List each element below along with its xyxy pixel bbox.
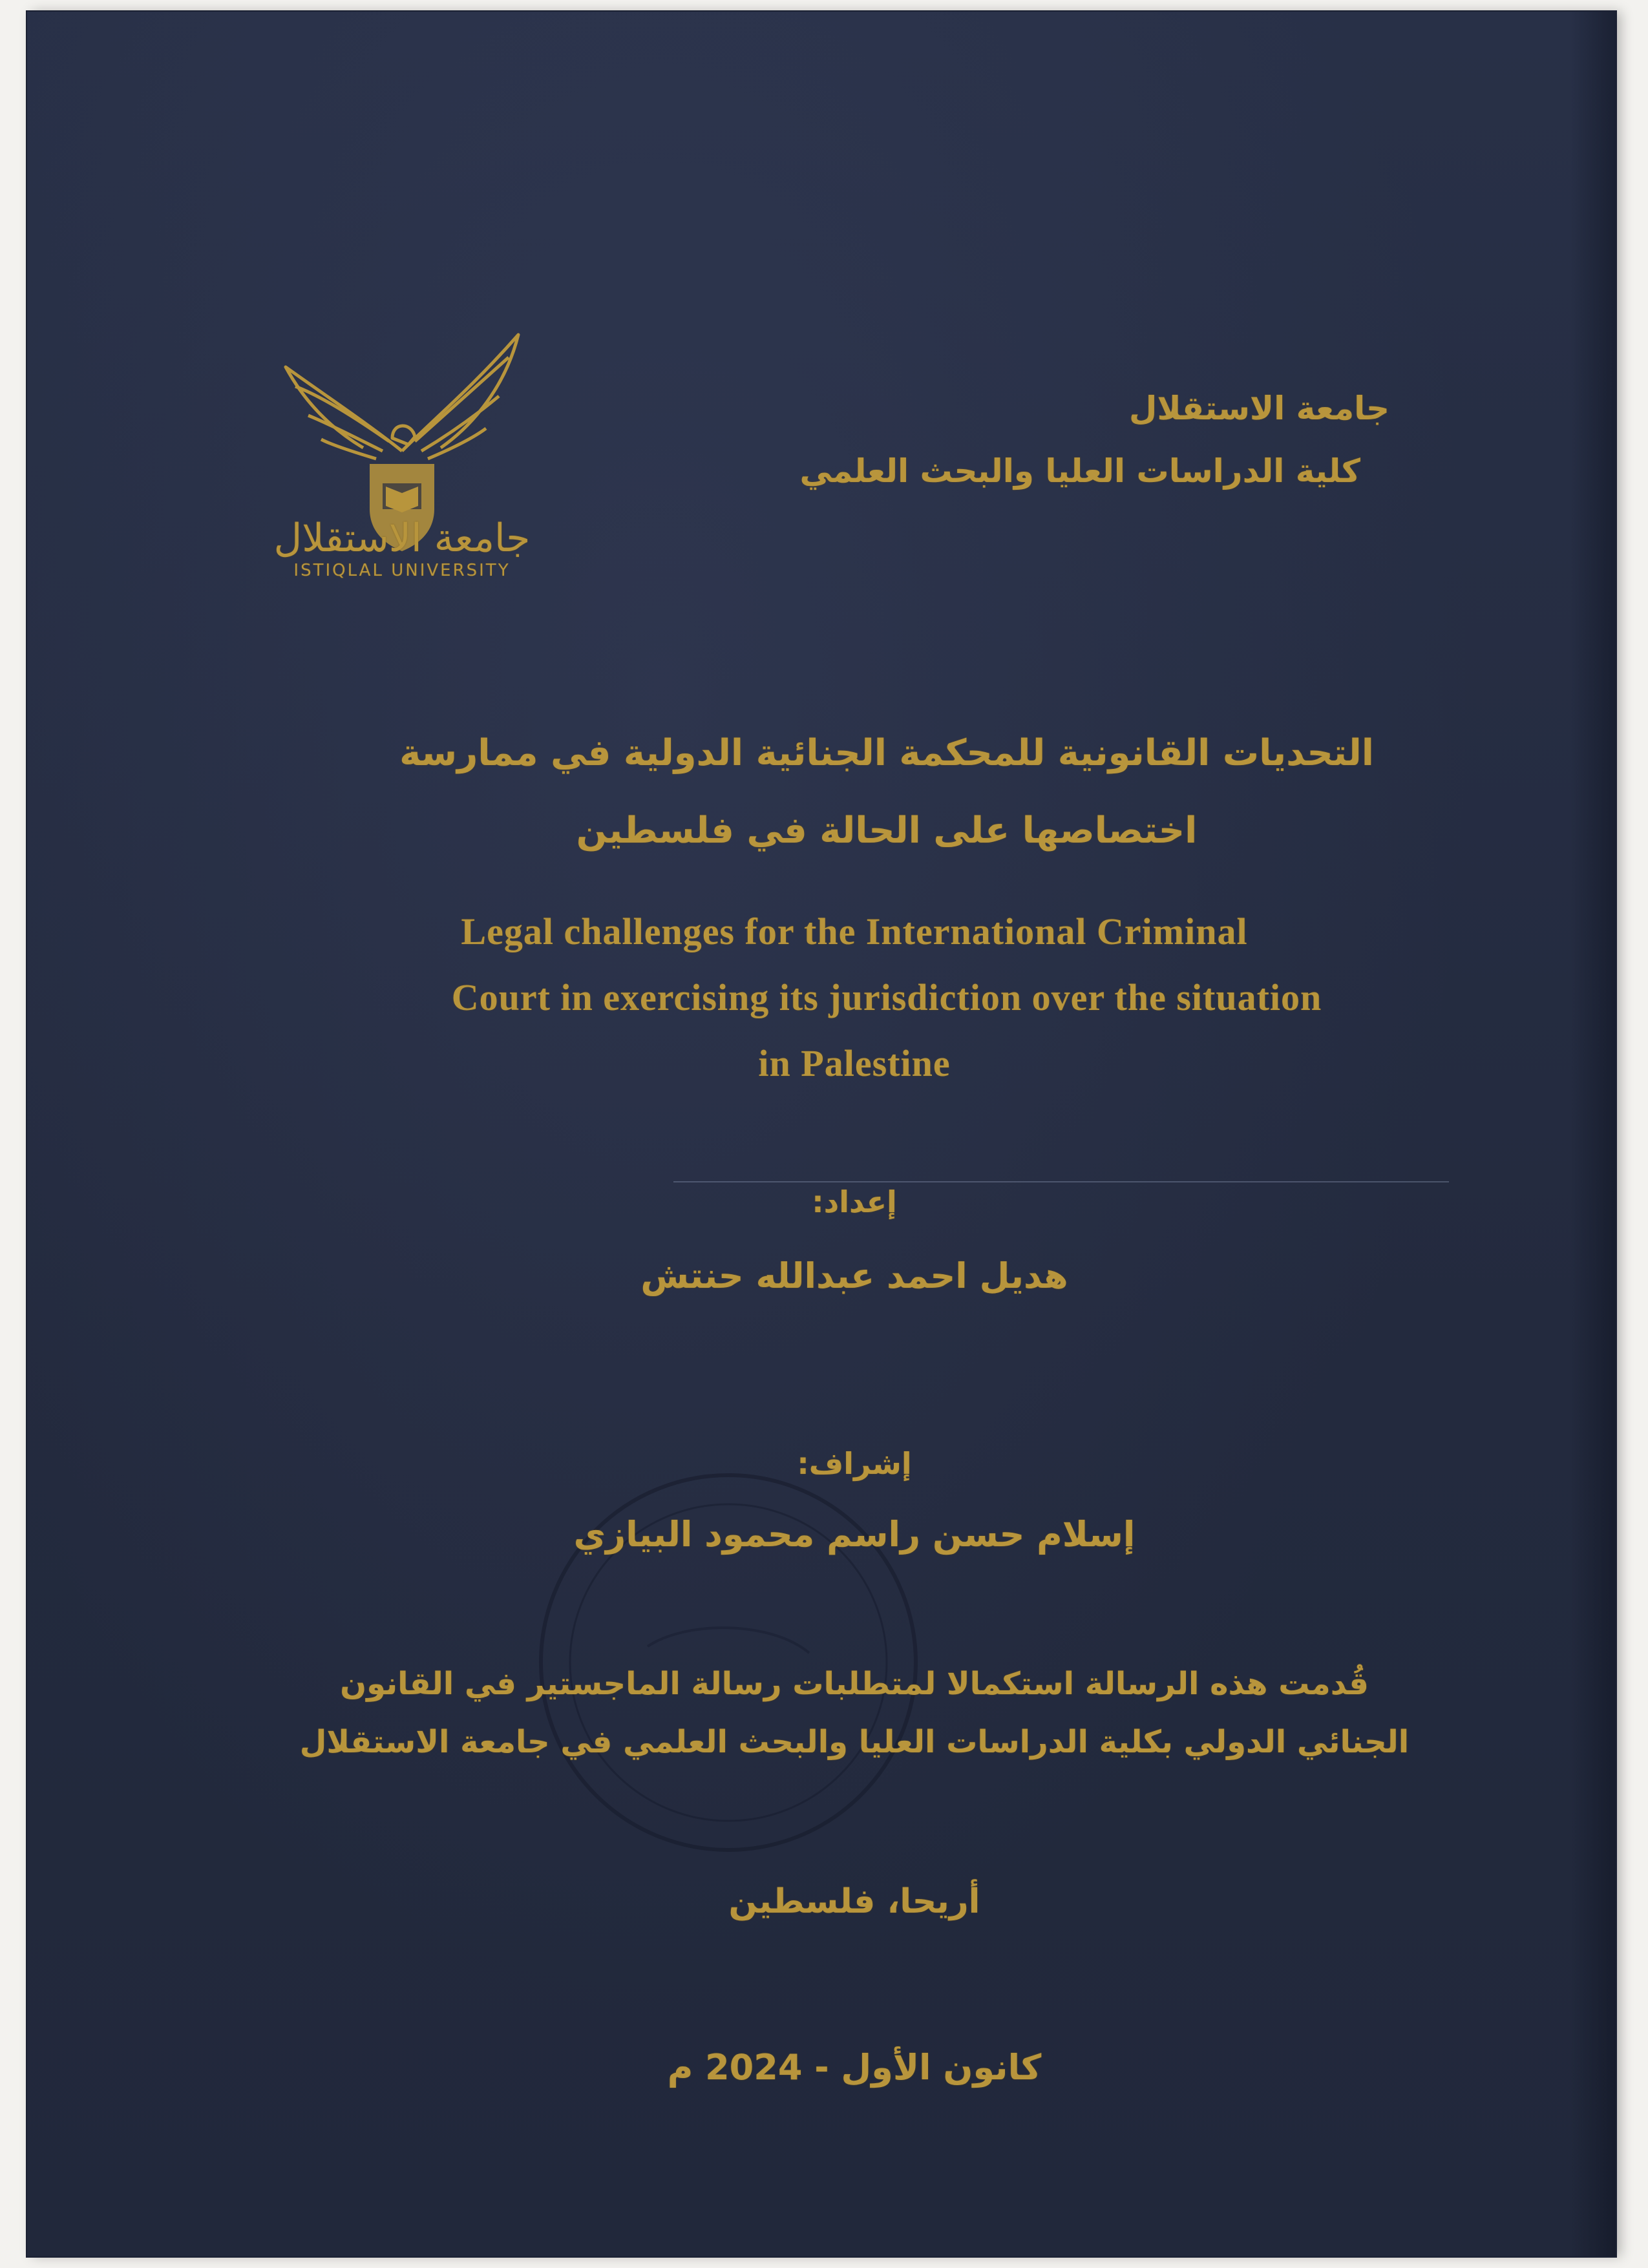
preparer-name: هديل احمد عبدالله حنتش (640, 1255, 1068, 1296)
divider (673, 1181, 1449, 1182)
publication-date: كانون الأول - 2024 م (667, 2047, 1042, 2088)
faculty-name: كلية الدراسات العليا والبحث العلمي (799, 452, 1360, 490)
thesis-title-english-line2: Court in exercising its jurisdiction over the situation (451, 976, 1322, 1018)
supervisor-name: إسلام حسن راسم محمود البيازي (573, 1514, 1136, 1555)
thesis-title-english-line1: Legal challenges for the International Criminal (461, 910, 1248, 952)
university-name: جامعة الاستقلال (1128, 390, 1389, 427)
submission-statement-line2: الجنائي الدولي بكلية الدراسات العليا والبحث العلمي في جامعة الاستقلال (299, 1724, 1410, 1760)
supervisor-label: إشراف: (797, 1446, 912, 1481)
logo-arabic-wordmark: جامعة الاستقلال (273, 516, 531, 561)
thesis-title-english-line3: in Palestine (758, 1042, 951, 1084)
thesis-title-arabic-line1: التحديات القانونية للمحكمة الجنائية الدولية في ممارسة (399, 732, 1374, 774)
place-of-publication: أريحا، فلسطين (728, 1882, 980, 1921)
binding-edge (1570, 12, 1616, 2256)
thesis-title-arabic-line2: اختصاصها على الحالة في فلسطين (576, 810, 1198, 852)
submission-statement-line1: قُدمت هذه الرسالة استكمالا لمتطلبات رسالة الماجستير في القانون (340, 1666, 1369, 1702)
logo-english-wordmark: ISTIQLAL UNIVERSITY (293, 561, 511, 580)
preparer-label: إعداد: (812, 1184, 897, 1219)
book-cover (27, 12, 1616, 2256)
